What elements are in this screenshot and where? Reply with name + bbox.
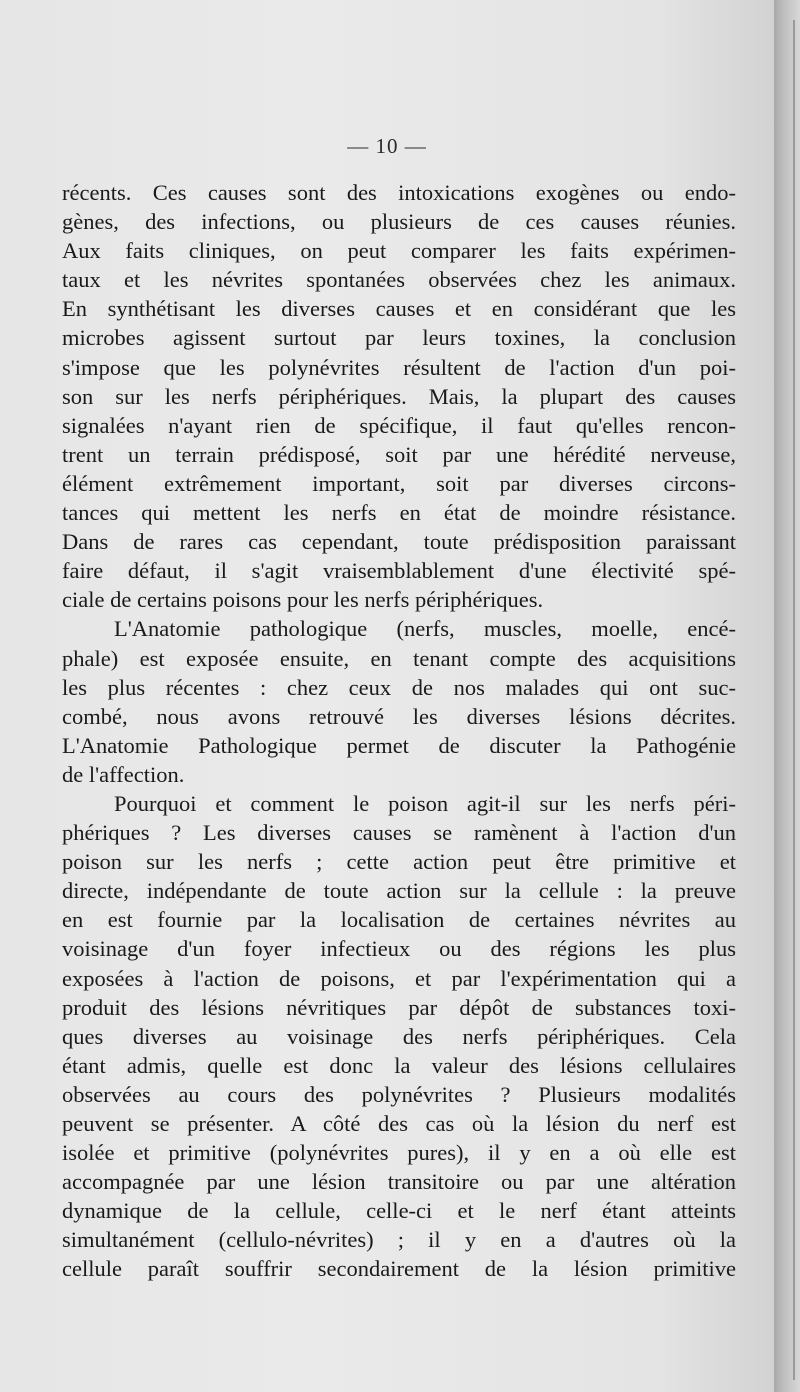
text-line: faire défaut, il s'agit vraisemblablement d'une électivité spé- bbox=[62, 558, 736, 584]
text-line: microbes agissent surtout par leurs toxines, la conclusion bbox=[62, 325, 736, 351]
text-line: taux et les névrites spontanées observées chez les animaux. bbox=[62, 267, 736, 293]
text-line: phériques ? Les diverses causes se ramènent à l'action d'un bbox=[62, 820, 736, 846]
page-number: — 10 — bbox=[347, 134, 427, 158]
text-line: phale) est exposée ensuite, en tenant compte des acquisitions bbox=[62, 645, 736, 671]
text-line: combé, nous avons retrouvé les diverses lésions décrites. bbox=[62, 703, 736, 729]
text-line: simultanément (cellulo-névrites) ; il y en a d'autres où la bbox=[62, 1227, 736, 1253]
text-line: gènes, des infections, ou plusieurs de ces causes réunies. bbox=[62, 209, 736, 235]
text-line: L'Anatomie Pathologique permet de discuter la Pathogénie bbox=[62, 732, 736, 758]
text-line: Pourquoi et comment le poison agit-il sur les nerfs péri- bbox=[114, 790, 736, 816]
text-line: poison sur les nerfs ; cette action peut être primitive et bbox=[62, 849, 736, 875]
text-line: dynamique de la cellule, celle-ci et le nerf étant atteints bbox=[62, 1198, 736, 1224]
text-line: tances qui mettent les nerfs en état de moindre résistance. bbox=[62, 500, 736, 526]
text-line: ques diverses au voisinage des nerfs périphériques. Cela bbox=[62, 1023, 736, 1049]
text-line: directe, indépendante de toute action sur la cellule : la preuve bbox=[62, 878, 736, 904]
text-line: peuvent se présenter. A côté des cas où la lésion du nerf est bbox=[62, 1111, 736, 1136]
text-line: accompagnée par une lésion transitoire ou par une altération bbox=[62, 1169, 736, 1195]
text-line: étant admis, quelle est donc la valeur des lésions cellulaires bbox=[62, 1052, 736, 1078]
text-line: voisinage d'un foyer infectieux ou des régions les plus bbox=[62, 936, 736, 962]
text-line: élément extrêmement important, soit par diverses circons- bbox=[62, 470, 736, 496]
body-text bbox=[62, 178, 736, 1284]
text-line: récents. Ces causes sont des intoxications exogènes ou endo- bbox=[62, 180, 736, 205]
text-line: s'impose que les polynévrites résultent de l'action d'un poi- bbox=[62, 354, 736, 380]
text-line: exposées à l'action de poisons, et par l'expérimentation qui a bbox=[62, 965, 736, 991]
text-line: de l'affection. bbox=[62, 761, 185, 787]
text-line: son sur les nerfs périphériques. Mais, la plupart des causes bbox=[62, 383, 736, 409]
text-line: observées au cours des polynévrites ? Plusieurs modalités bbox=[62, 1081, 736, 1107]
text-line: Aux faits cliniques, on peut comparer les faits expérimen- bbox=[62, 238, 736, 264]
text-line: L'Anatomie pathologique (nerfs, muscles, moelle, encé- bbox=[114, 616, 736, 642]
text-line: ciale de certains poisons pour les nerfs périphériques. bbox=[62, 587, 544, 613]
text-line: trent un terrain prédisposé, soit par une hérédité nerveuse, bbox=[62, 441, 736, 467]
text-line: les plus récentes : chez ceux de nos malades qui ont suc- bbox=[62, 674, 736, 700]
text-line: en est fournie par la localisation de certaines névrites au bbox=[62, 907, 736, 933]
text-line: isolée et primitive (polynévrites pures), il y en a où elle est bbox=[62, 1140, 736, 1166]
text-line: produit des lésions névritiques par dépôt de substances toxi- bbox=[62, 994, 736, 1020]
text-line: signalées n'ayant rien de spécifique, il faut qu'elles rencon- bbox=[62, 412, 736, 438]
text-line: En synthétisant les diverses causes et en considérant que les bbox=[62, 296, 736, 322]
page-edge-shadow bbox=[774, 0, 800, 1392]
binding-edge bbox=[793, 20, 795, 1380]
text-line: Dans de rares cas cependant, toute prédisposition paraissant bbox=[62, 529, 736, 555]
text-line: cellule paraît souffrir secondairement de la lésion primitive bbox=[62, 1256, 736, 1282]
